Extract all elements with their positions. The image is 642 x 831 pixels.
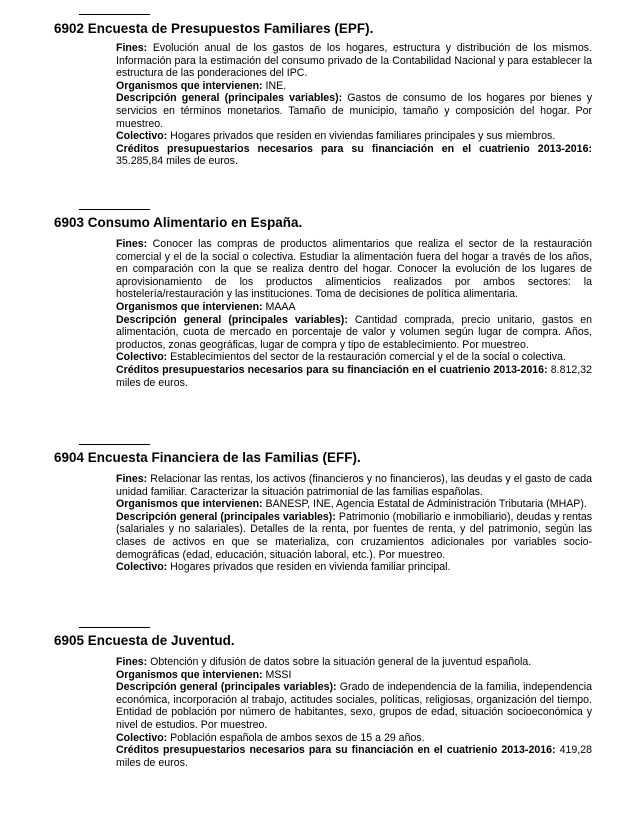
fines-label: Fines: xyxy=(116,656,148,668)
colectivo-label: Colectivo: xyxy=(116,731,168,744)
entry-title: 6905 Encuesta de Juventud. xyxy=(54,633,235,648)
fines-label: Fines: xyxy=(116,473,148,485)
creditos-text: 419,28 miles de euros. xyxy=(116,744,592,769)
colectivo-text: Población española de ambos sexos de 15 a 29 años. xyxy=(167,731,425,744)
creditos-text: 35.285,84 miles de euros. xyxy=(116,155,238,168)
creditos-label: Créditos presupuestarios necesarios para su financiación en el cuatrienio 2013-2016: xyxy=(116,363,548,376)
organismos-paragraph xyxy=(116,80,592,93)
descripcion-label: Descripción general (principales variables): xyxy=(116,92,343,105)
descripcion-paragraph xyxy=(116,681,592,731)
fines-label: Fines: xyxy=(116,238,148,250)
organismos-text: INE. xyxy=(262,79,287,92)
colectivo-paragraph xyxy=(116,351,592,364)
fines-label: Fines: xyxy=(116,42,148,54)
colectivo-text: Hogares privados que residen en vivienda familiar principal. xyxy=(167,561,451,574)
organismos-label: Organismos que intervienen: xyxy=(116,79,263,92)
fines-paragraph xyxy=(116,656,592,669)
colectivo-label: Colectivo: xyxy=(116,130,168,143)
section-rule xyxy=(79,209,150,210)
organismos-paragraph xyxy=(116,498,592,511)
descripcion-label: Descripción general (principales variables): xyxy=(116,681,337,694)
colectivo-paragraph xyxy=(116,561,592,574)
entry-body xyxy=(116,473,592,574)
organismos-text: MAAA xyxy=(262,300,296,313)
organismos-text: BANESP, INE, Agencia Estatal de Administración Tributaria (MHAP). xyxy=(262,498,587,511)
colectivo-label: Colectivo: xyxy=(116,351,168,364)
fines-paragraph xyxy=(116,42,592,80)
creditos-text: 8.812,32 miles de euros. xyxy=(116,363,592,389)
colectivo-label: Colectivo: xyxy=(116,561,168,574)
fines-text: Evolución anual de los gastos de los hogares, estructura y distribución de los mismos. Información para la estimación del consumo privado de la Contabilidad Nacional y para establecer la estructura de las ponderaciones del IPC. xyxy=(116,42,592,80)
organismos-text: MSSI xyxy=(262,668,292,681)
organismos-label: Organismos que intervienen: xyxy=(116,300,263,313)
entry-body xyxy=(116,238,592,389)
creditos-label: Créditos presupuestarios necesarios para su financiación en el cuatrienio 2013-2016: xyxy=(116,142,592,155)
section-rule xyxy=(79,444,150,445)
entry-body xyxy=(116,656,592,769)
descripcion-label: Descripción general (principales variables): xyxy=(116,313,348,326)
descripcion-text: Gastos de consumo de los hogares por bienes y servicios en términos monetarios. Tamaño de municipio, tamaño y composición del hogar. Por muestreo. xyxy=(116,92,592,130)
descripcion-text: Patrimonio (mobiliario e inmobiliario), deudas y rentas (salariales y no salariales). Detalles de la renta, por fuentes de renta, y del patrimonio, según las clases de activos en que se materializa, con cruzamientos adicionales por variables socio-demográficas (edad, educación, situación laboral, etc.). Por muestreo. xyxy=(116,510,593,561)
descripcion-paragraph xyxy=(116,314,592,352)
organismos-label: Organismos que intervienen: xyxy=(116,498,263,511)
entry-body xyxy=(116,42,592,168)
section-rule xyxy=(79,627,150,628)
colectivo-text: Establecimientos del sector de la restauración comercial y el de la social o colectiva. xyxy=(167,351,566,364)
organismos-paragraph xyxy=(116,669,592,682)
organismos-label: Organismos que intervienen: xyxy=(116,668,263,681)
creditos-paragraph xyxy=(116,744,592,769)
descripcion-label: Descripción general (principales variables): xyxy=(116,510,336,523)
entry-title: 6904 Encuesta Financiera de las Familias (EFF). xyxy=(54,450,361,465)
colectivo-paragraph xyxy=(116,732,592,745)
entry-title: 6903 Consumo Alimentario en España. xyxy=(54,215,303,230)
creditos-label: Créditos presupuestarios necesarios para su financiación en el cuatrienio 2013-2016: xyxy=(116,744,556,757)
colectivo-paragraph xyxy=(116,130,592,143)
descripcion-text: Grado de independencia de la familia, independencia económica, incorporación al trabajo, actitudes sociales, políticas, religiosas, organización del tiempo. Entidad de población por número de habitantes, sexo, grupos de edad, situación socioeconómica y nivel de estudios. Por muestreo. xyxy=(116,681,592,731)
creditos-paragraph xyxy=(116,364,592,389)
fines-paragraph xyxy=(116,238,592,301)
fines-paragraph xyxy=(116,473,592,498)
fines-text: Relacionar las rentas, los activos (financieros y no financieros), las deudas y el gasto de cada unidad familiar. Caracterizar la situación patrimonial de las familias españolas. xyxy=(116,473,592,498)
colectivo-text: Hogares privados que residen en viviendas familiares principales y sus miembros. xyxy=(167,130,556,143)
fines-text: Obtención y difusión de datos sobre la situación general de la juventud española. xyxy=(147,656,532,668)
fines-text: Conocer las compras de productos alimentarios que realiza el sector de la restauración comercial y el de la social o colectiva. Estudiar la alimentación fuera del hogar a través de los años, en comparación con la que se realiza dentro del hogar. Conocer la evolución de los lugares de aprovisionamiento de los productos alimenticios realizados por ambos sectores: la hostelería/restauración y las instituciones. Toma de decisiones de política alimentaria. xyxy=(116,238,592,301)
descripcion-paragraph xyxy=(116,511,592,561)
creditos-paragraph xyxy=(116,143,592,168)
organismos-paragraph xyxy=(116,301,592,314)
descripcion-paragraph xyxy=(116,92,592,130)
descripcion-text: Cantidad comprada, precio unitario, gastos en alimentación, cuota de mercado en porcentaje de valor y volumen según lugar de compra. Años, productos, zonas geográficas, lugar de compra y tipo de establecimiento. Por muestreo. xyxy=(116,313,593,351)
section-rule xyxy=(79,14,150,15)
entry-title: 6902 Encuesta de Presupuestos Familiares (EPF). xyxy=(54,21,374,36)
